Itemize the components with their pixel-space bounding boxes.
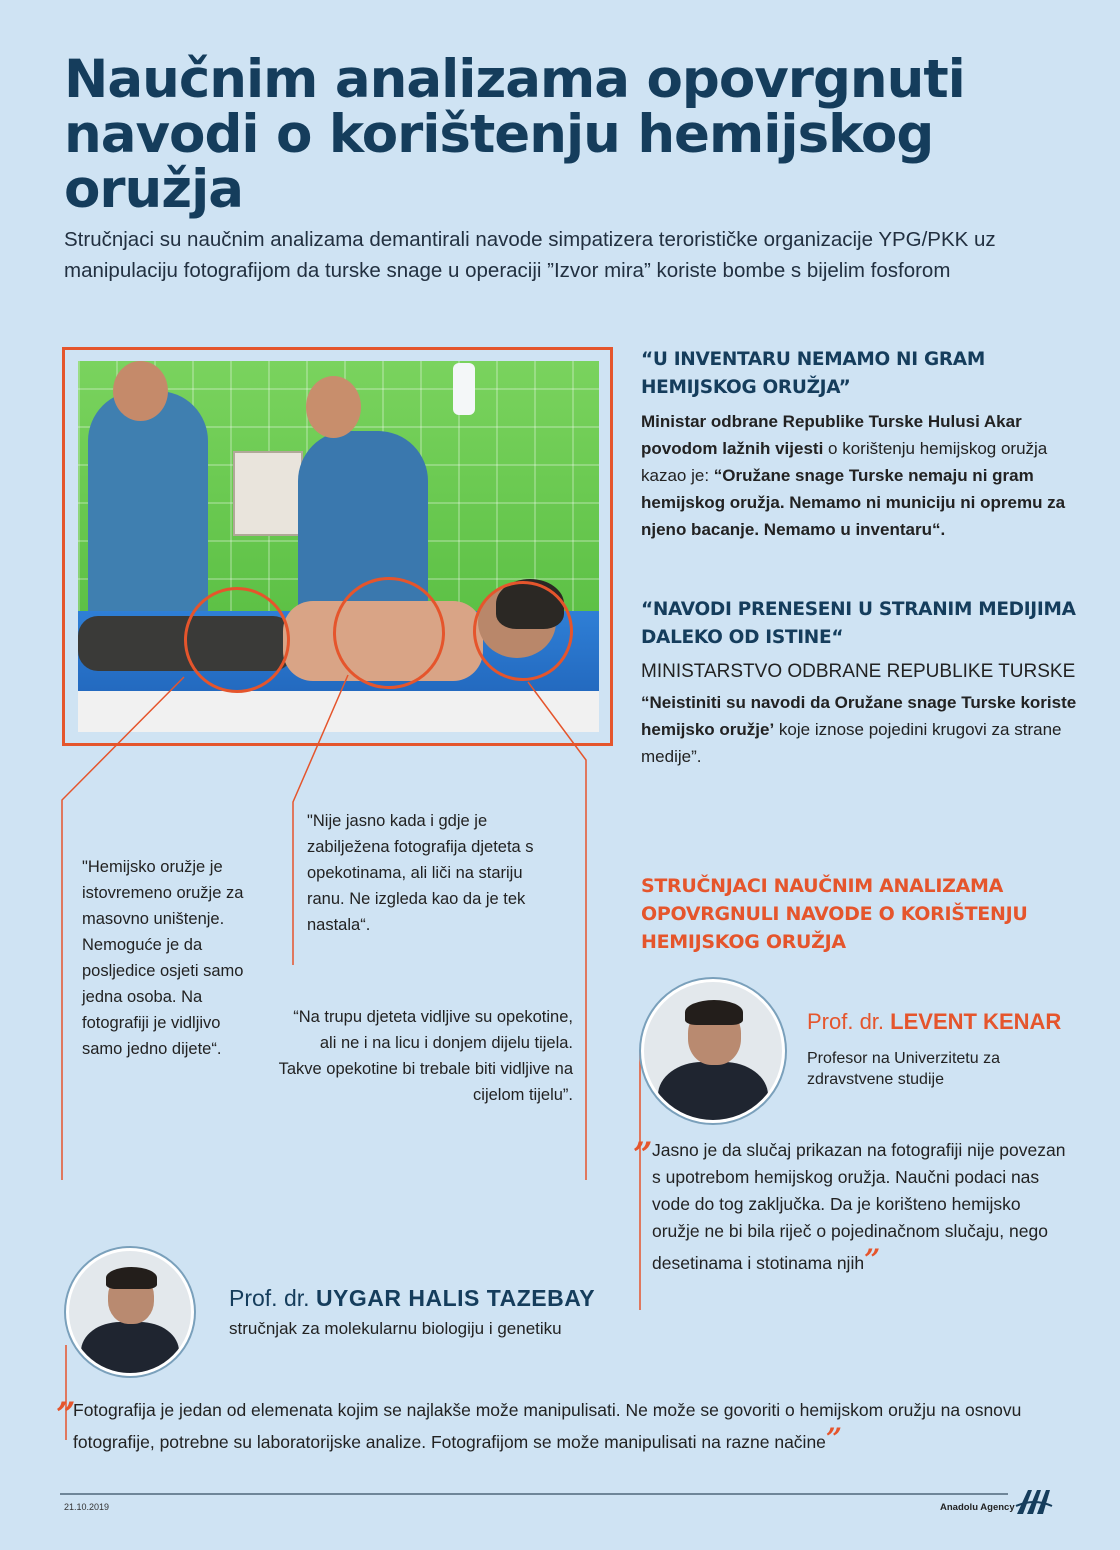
highlight-ring-torso: [333, 577, 445, 689]
kenar-surname: LEVENT KENAR: [890, 1009, 1062, 1034]
footer-agency: Anadolu Agency: [940, 1502, 1015, 1513]
avatar-tazebay-suit: [81, 1322, 179, 1376]
quote-akar-lead: Ministar odbrane Republike Turske Hulusi Akar povodom lažnih vijesti: [641, 412, 1022, 458]
page-subtitle: Stručnjaci su naučnim analizama demantirali navode simpatizera terorističke organizacije YPG/PKK uz manipulaciju fotografijom da turske snage u operaciji ”Izvor mira” koriste bombe s bijelim fosforom: [64, 228, 996, 282]
anadolu-logo-icon: [1015, 1486, 1053, 1516]
photo-frame: [62, 347, 613, 746]
kenar-quote: [652, 1137, 1072, 1277]
avatar-kenar-suit: [658, 1062, 768, 1123]
experts-heading: STRUČNJACI NAUČNIM ANALIZAMA OPOVRGNULI NAVODE O KORIŠTENJU HEMIJSKOG ORUŽJA: [641, 875, 1028, 953]
highlight-ring-face: [473, 581, 573, 681]
iv-bag: [453, 363, 475, 415]
avatar-kenar: [641, 979, 785, 1123]
quote-akar-mid: o korištenju hemijskog oružja kazao je:: [641, 439, 1048, 485]
quote-ministry-body: [641, 689, 1081, 770]
tazebay-quote: [73, 1397, 1083, 1456]
medical-machine: [233, 451, 303, 536]
tazebay-quote-text: Fotografija je jedan od elemenata kojim se najlakše može manipulisati. Ne može se govoriti o hemijskom oružju na osnovu fotografije, potrebne su laboratorijske analize. Fotografijom se može manipulisati na razne načine: [73, 1400, 1022, 1452]
avatar-kenar-hair: [685, 1000, 743, 1025]
quote-ministry-plain: koje iznose pojedini krugovi za strane medije”.: [641, 720, 1062, 766]
quote-akar: [641, 346, 1081, 543]
kenar-quote-text: Jasno je da slučaj prikazan na fotografiji nije povezan s upotrebom hemijskog oružja. Naučni podaci nas vode do tog zaključka. Da je korišteno hemijsko oružje ne bi bila riječ o pojedinačnom slučaju, nego desetinama i stotinama njih: [652, 1140, 1066, 1273]
kenar-prefix: Prof. dr.: [807, 1009, 891, 1034]
highlight-ring-legs: [184, 587, 290, 693]
annotation-right: “Na trupu djeteta vidljive su opekotine, ali ne i na licu i donjem dijelu tijela. Takve opekotine bi trebale biti vidljive na cijelom tijelu”.: [278, 1008, 573, 1104]
kenar-close-quote-icon: ”: [864, 1243, 881, 1276]
hospital-photo: [78, 361, 599, 732]
nurse-left-head: [113, 361, 168, 421]
avatar-tazebay: [66, 1248, 194, 1376]
tazebay-prefix: Prof. dr.: [229, 1285, 316, 1311]
nurse-right-head: [306, 376, 361, 438]
tazebay-role: stručnjak za molekularnu biologiju i genetiku: [229, 1319, 562, 1338]
quote-ministry: [641, 596, 1081, 770]
bed-sheet: [78, 691, 599, 732]
kenar-name: [807, 1008, 1087, 1036]
kenar-role: Profesor na Univerzitetu za zdravstvene studije: [807, 1050, 1000, 1088]
tazebay-close-quote-icon: ”: [825, 1422, 843, 1455]
tazebay-open-quote-icon: ”: [56, 1395, 76, 1435]
page-title: Naučnim analizama opovrgnuti navodi o korištenju hemijskog oružja: [64, 49, 965, 220]
annotation-left: "Hemijsko oružje je istovremeno oružje za masovno uništenje. Nemoguće je da posljedice osjeti samo jedna osoba. Na fotografiji je vidljivo samo jedno dijete“.: [82, 858, 244, 1058]
quote-akar-heading: “U INVENTARU NEMAMO NI GRAM HEMIJSKOG ORUŽJA”: [641, 349, 985, 398]
tazebay-surname: UYGAR HALIS TAZEBAY: [315, 1285, 596, 1311]
tazebay-name: [229, 1283, 689, 1313]
footer-date: 21.10.2019: [64, 1502, 110, 1512]
quote-ministry-bold: “Neistiniti su navodi da Oružane snage Turske koriste hemijsko oružje’: [641, 693, 1077, 739]
footer-divider: [60, 1493, 1008, 1495]
avatar-tazebay-hair: [106, 1267, 157, 1289]
quote-ministry-source: MINISTARSTVO ODBRANE REPUBLIKE TURSKE: [641, 661, 1076, 682]
quote-akar-body: [641, 408, 1081, 543]
kenar-open-quote-icon: ”: [633, 1135, 653, 1175]
annotation-middle: "Nije jasno kada i gdje je zabilježena fotografija djeteta s opekotinama, ali liči na stariju ranu. Ne izgleda kao da je tek nastala“.: [307, 812, 534, 934]
nurse-left: [88, 391, 208, 621]
quote-ministry-heading: “NAVODI PRENESENI U STRANIM MEDIJIMA DALEKO OD ISTINE“: [641, 599, 1076, 648]
quote-akar-quote: “Oružane snage Turske nemaju ni gram hemijskog oružja. Nemamo ni municiju ni opremu za njeno bacanje. Nemamo u inventaru“.: [641, 466, 1066, 539]
